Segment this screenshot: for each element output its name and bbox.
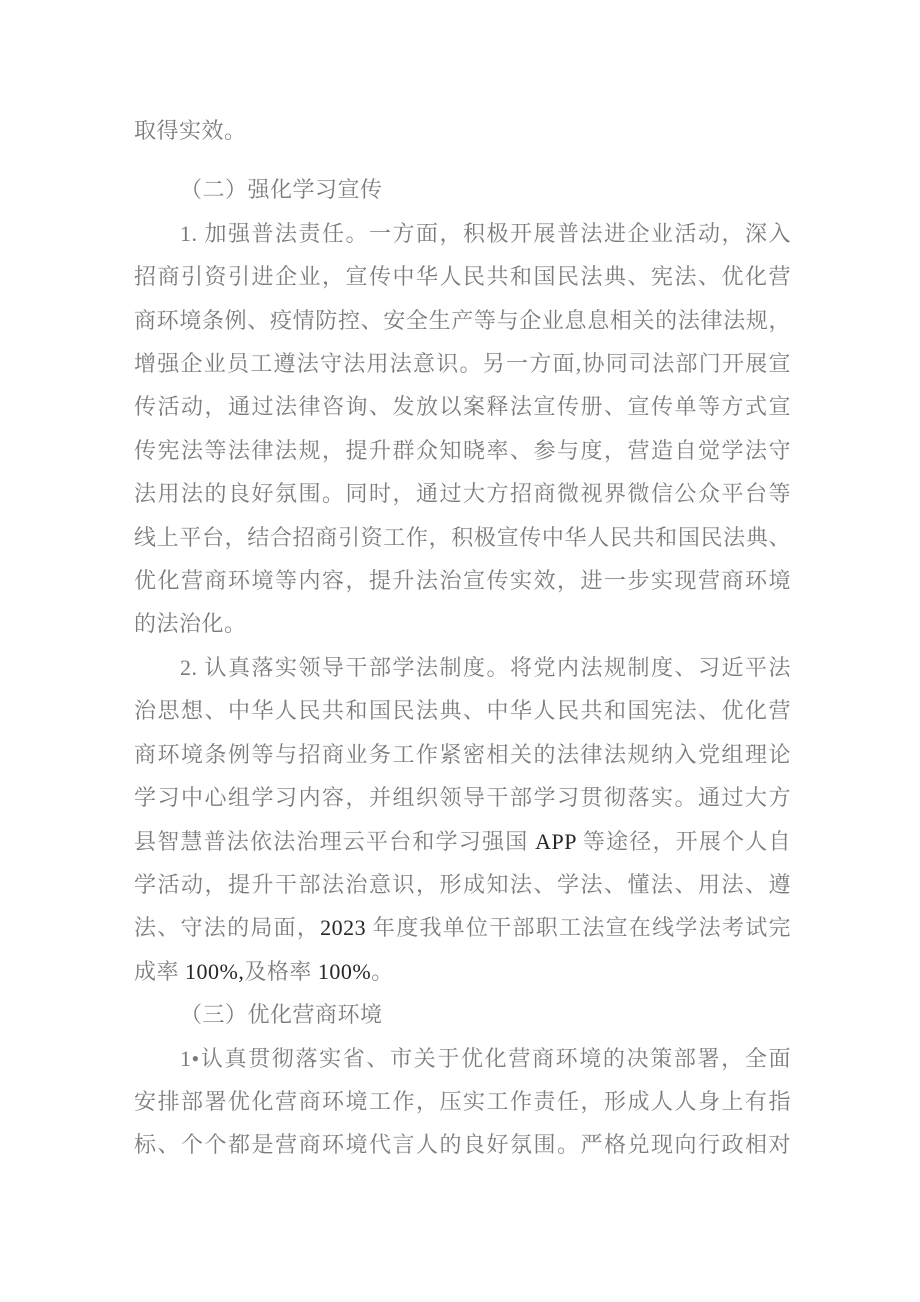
text-line	[134, 776, 791, 819]
text-line	[134, 646, 791, 689]
cjk-text-segment: 线上平台，结合招商引资工作，积极宣传中华人民共和国民法典、	[134, 524, 791, 550]
cjk-text-segment: 成率	[134, 958, 186, 984]
text-line	[134, 472, 791, 515]
section-heading	[134, 168, 791, 211]
cjk-text-segment: 优化营商环境等内容，提升法治宣传实效，进一步实现营商环境	[134, 568, 791, 594]
text-line	[134, 906, 791, 949]
cjk-text-segment: 取得实效。	[134, 118, 247, 143]
cjk-text-segment: 学习中心组学习内容，并组织领导干部学习贯彻落实。通过大方	[134, 785, 791, 811]
cjk-text-segment: 。	[371, 958, 394, 984]
cjk-text-segment: 安排部署优化营商环境工作，压实工作责任，形成人人身上有指	[134, 1088, 791, 1114]
cjk-text-segment: 招商引资引进企业，宣传中华人民共和国民法典、宪法、优化营	[134, 264, 791, 290]
cjk-text-segment: 1. 加强普法责任。一方面，积极开展普法进企业活动，深入	[180, 220, 791, 246]
document-text	[134, 109, 791, 1167]
latin-text-segment: 2023	[320, 915, 367, 941]
cjk-text-segment: 商环境条例等与招商业务工作紧密相关的法律法规纳入党组理论	[134, 741, 791, 767]
section-heading	[134, 993, 791, 1036]
text-line	[134, 109, 791, 152]
cjk-text-segment: 及格率	[244, 958, 318, 984]
text-line	[134, 820, 791, 863]
cjk-text-segment: 传活动，通过法律咨询、发放以案释法宣传册、宣传单等方式宣	[134, 394, 791, 420]
text-line	[134, 863, 791, 906]
cjk-text-segment: 的法治化。	[134, 611, 247, 637]
cjk-text-segment: 认真贯彻落实省、市关于优化营商环境的决策部署，全面	[199, 1045, 791, 1071]
text-line	[134, 299, 791, 342]
cjk-text-segment: （二）强化学习宣传	[180, 177, 383, 203]
cjk-text-segment: 增强企业员工遵法守法用法意识。另一方面,协同司法部门开展宣	[134, 351, 791, 377]
cjk-text-segment: 2. 认真落实领导干部学法制度。将党内法规制度、习近平法	[180, 654, 791, 680]
cjk-text-segment: 法、守法的局面，	[134, 915, 321, 941]
cjk-text-segment: 学活动，提升干部法治意识，形成知法、学法、懂法、用法、遵	[134, 871, 791, 897]
cjk-text-segment: 县智慧普法依法治理云平台和学习强国	[134, 828, 536, 854]
latin-text-segment: APP	[535, 828, 577, 854]
text-line	[134, 602, 791, 645]
text-line	[134, 559, 791, 602]
cjk-text-segment: 商环境条例、疫情防控、安全生产等与企业息息相关的法律法规，	[134, 307, 791, 333]
text-line	[134, 689, 791, 732]
cjk-text-segment: 传宪法等法律法规，提升群众知晓率、参与度，营造自觉学法守	[134, 437, 791, 463]
text-line	[134, 385, 791, 428]
text-line	[134, 1080, 791, 1123]
cjk-text-segment: 1	[180, 1045, 192, 1071]
cjk-text-segment: •	[191, 1045, 200, 1071]
text-line	[134, 342, 791, 385]
text-line	[134, 516, 791, 559]
text-line	[134, 429, 791, 472]
cjk-text-segment: 标、个个都是营商环境代言人的良好氛围。严格兑现向行政相对	[134, 1132, 791, 1158]
text-line	[134, 212, 791, 255]
text-line	[134, 1123, 791, 1166]
latin-text-segment: 100%,	[185, 958, 245, 984]
latin-text-segment: 100%	[317, 958, 372, 984]
cjk-text-segment: 治思想、中华人民共和国民法典、中华人民共和国宪法、优化营	[134, 698, 791, 724]
text-line	[134, 1037, 791, 1080]
cjk-text-segment: （三）优化营商环境	[180, 1002, 383, 1028]
text-line	[134, 255, 791, 298]
cjk-text-segment: 年度我单位干部职工法宣在线学法考试完	[366, 915, 791, 941]
text-line	[134, 950, 791, 993]
cjk-text-segment: 等途径，开展个人自	[576, 828, 791, 854]
cjk-text-segment: 法用法的良好氛围。同时，通过大方招商微视界微信公众平台等	[134, 481, 791, 507]
text-line	[134, 733, 791, 776]
